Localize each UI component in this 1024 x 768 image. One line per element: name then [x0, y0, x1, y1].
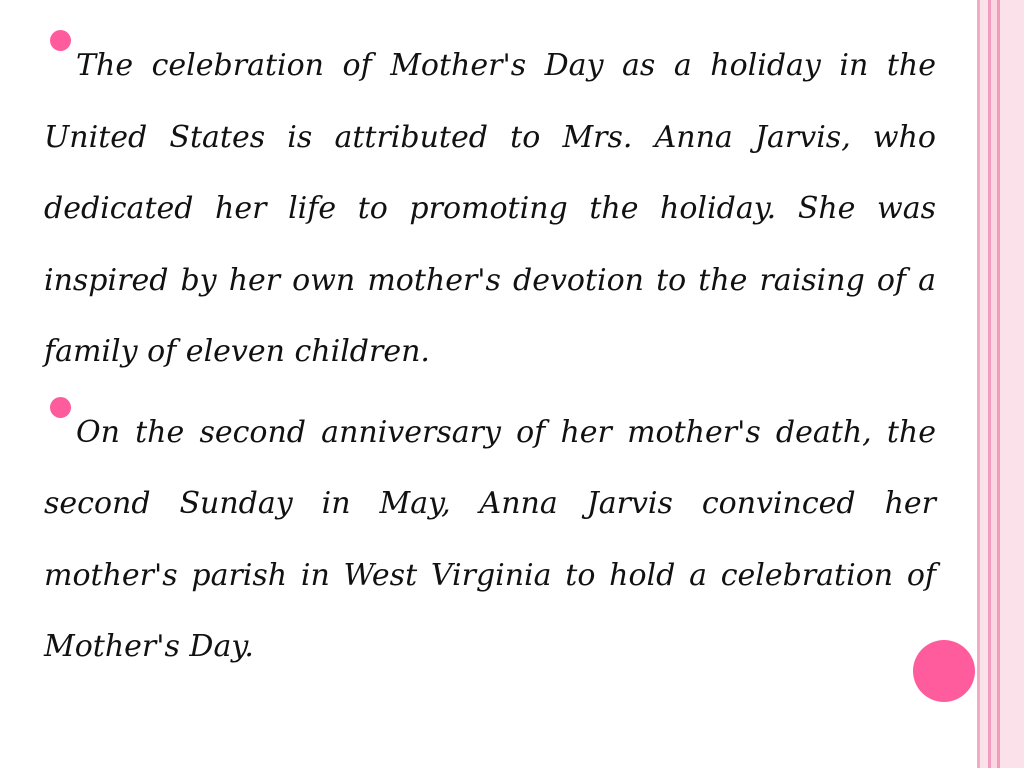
- paragraph-text: On the second anniversary of her mother's death, the second Sunday in May, Anna Jarvis convinced her mother's parish in West Virginia to hold a celebration of Mother's Day.: [44, 414, 936, 664]
- paragraph-text: The celebration of Mother's Day as a holiday in the United States is attributed to Mrs. Anna Jarvis, who dedicated her life to promoting the holiday. She was inspired by her own mother's devotion to the raising of a family of eleven children.: [44, 48, 936, 369]
- bullet-paragraph-2: [44, 397, 936, 683]
- frame-stripe: [1000, 0, 1024, 768]
- slide-body: [44, 30, 936, 683]
- bullet-dot-icon: [50, 397, 71, 418]
- bullet-paragraph-1: [44, 30, 936, 388]
- frame-stripe: [980, 0, 988, 768]
- bullet-dot-icon: [50, 30, 71, 51]
